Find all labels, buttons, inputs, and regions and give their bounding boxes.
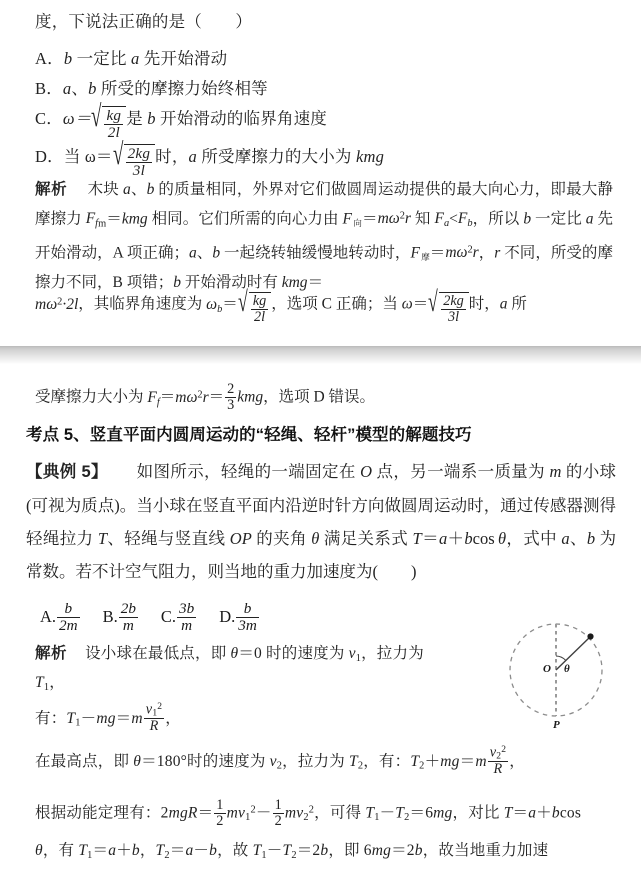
example-option-b-den: m <box>122 616 134 634</box>
radical-sign-icon: √ <box>112 137 124 172</box>
option-c-den: 2l <box>107 123 120 141</box>
example-solution-line-2: $T_1$， <box>35 674 65 693</box>
example-option-a-num: b <box>57 601 80 618</box>
example-solution-line-4: 在最高点，即 θ＝180°时的速度为 $v_2$，拉力为 $T_2$，有：$T_2+mg=m$ $\frac{v_2^2}{R}$ ， <box>35 744 525 778</box>
option-a <box>35 45 227 69</box>
example-solution-line-5: 根据动能定理有：2mgR＝ $\frac{1}{2}$ $mv_1^2-$ $\frac{1}{2}$ $mv_2^2$，可得 $T_1-T_2=6mg$，对比 T＝a＋bcos <box>35 797 582 829</box>
option-c <box>35 99 328 141</box>
option-a-key: A． <box>35 49 64 68</box>
sqrt-kg-over-2l <box>91 99 126 141</box>
option-b <box>35 75 268 99</box>
example-option-c-num: 3b <box>179 600 195 617</box>
option-d-den: 3l <box>132 161 145 179</box>
example-option-c <box>161 601 197 633</box>
example-option-d <box>219 601 260 633</box>
option-d-key: D． <box>35 147 64 166</box>
option-c-tail: 开始滑动的临界角速度 <box>155 109 328 128</box>
radical-sign-icon: √ <box>237 286 248 319</box>
question-stem-tail: 度，下说法正确的是（ ） <box>35 12 253 31</box>
option-c-mid: 是 <box>126 109 148 128</box>
option-d-mid: 时， <box>155 147 189 166</box>
sqrt-2kg-over-3l-2: √ $\frac{2kg}{3l}$ <box>428 292 469 324</box>
center-label-o: O <box>543 663 551 675</box>
example-label: 【典例 5】 <box>26 463 108 481</box>
example-options-row <box>40 601 282 633</box>
page-separator <box>0 345 641 364</box>
option-b-var-b: b <box>88 79 97 98</box>
example-option-b <box>103 601 139 633</box>
example-option-d-num: b <box>236 601 259 618</box>
example-solution-text-1: 设小球在最低点，即 θ＝0 时的速度为 $v_1$，拉力为 <box>85 645 424 664</box>
option-d-tail-italic: kmg <box>355 147 385 166</box>
example-option-c-den: m <box>181 616 193 634</box>
option-b-var-a: a <box>62 79 72 98</box>
radical-sign-icon: √ <box>428 286 438 319</box>
option-c-lead: ω＝ <box>62 109 92 128</box>
example-option-a-den: 2m <box>59 616 78 634</box>
option-d-num: 2kg <box>127 145 151 163</box>
example-option-b-num: 2b <box>120 600 136 617</box>
angle-arc <box>556 656 566 660</box>
sqrt-kg-over-2l-2: √ $\frac{kg}{2l}$ <box>238 292 271 324</box>
option-d-var-a: a <box>188 147 197 166</box>
option-c-key: C． <box>35 109 63 128</box>
example-block: 【典例 5】 如图所示，轻绳的一端固定在 O 点，另一端系一质量为 m 的小球(可视为质点)。当小球在竖直平面内沿逆时针方向做圆周运动时，通过传感器测得轻绳拉力 T、轻绳与竖直线 OP 的夹角 θ 满足关系式 T＝a＋bcos θ，式中 a、b 为常数。若不计空气阻力，则当地的重力加速度为( ) <box>26 462 617 581</box>
example-option-a-key: A. <box>40 606 57 626</box>
question-solution-continued: 受摩擦力大小为 $F_f=m\omega^2r=$ $\frac{2}{3}$ kmg，选项 D 错误。 <box>35 381 376 414</box>
ball-dot <box>587 633 593 639</box>
question-solution-block: 解析 木块 a、b 的质量相同，外界对它们做圆周运动提供的最大向心力，即最大静摩擦力 $F_{fm}=kmg$ 相同。它们所需的向心力由 F $_向=m\omega^2r$ 知 $F_a<F_b$，所以 b 一定比 a 先开始滑动，A 项正确；a、b 一起绕转轴缓慢地转动时，F $_摩=m\omega^2r$，r 不同，所受的摩擦力不同，B 项错；b 开始滑动时有 kmg＝ <box>35 181 613 292</box>
option-d-lead: 当 ω＝ <box>63 147 113 166</box>
example-solution-line-6: θ，有 $T_1=a+b$，$T_2=a-b$，故 $T_1-T_2=2b$，即 6mg＝2b，故当地重力加速 <box>35 842 549 861</box>
example-solution-line-3: 有：$T_1-mg=m$ $\frac{v_1^2}{R}$ ， <box>35 701 181 735</box>
option-c-var-b: b <box>147 109 156 128</box>
example-solution-line-1 <box>35 641 424 664</box>
example-option-d-key: D. <box>219 606 236 626</box>
example-option-c-key: C. <box>160 606 177 626</box>
example-solution-label: 解析 <box>35 645 68 662</box>
option-a-mid: 一定比 <box>72 49 132 68</box>
option-c-num: kg <box>106 107 122 125</box>
option-d-tail: 所受摩擦力的大小为 <box>197 147 356 166</box>
option-b-tail: 所受的摩擦力始终相等 <box>96 79 268 98</box>
question-solution-line-5: $m\omega^2\cdot 2l$，其临界角速度为 $\omega_b=$ √ $\frac{kg}{2l}$ ，选项 C 正确；当 ω＝ √ $\frac{2kg}{3l}$ 时，a 所 <box>35 286 527 325</box>
option-a-tail: 先开始滑动 <box>139 49 228 68</box>
option-a-var-b: b <box>63 49 73 68</box>
rope-line <box>556 637 590 670</box>
option-b-key: B． <box>35 79 63 98</box>
circular-motion-diagram <box>498 608 623 738</box>
angle-label-theta: θ <box>564 663 570 675</box>
radical-sign-icon: √ <box>91 99 102 134</box>
bottom-label-p: P <box>553 719 560 731</box>
section-heading: 考点 5、竖直平面内圆周运动的“轻绳、轻杆”模型的解题技巧 <box>26 426 472 444</box>
example-option-a <box>40 601 81 633</box>
diagram-svg <box>498 608 623 738</box>
solution-label: 解析 <box>35 181 68 198</box>
example-option-b-key: B. <box>102 606 118 626</box>
option-b-sep: 、 <box>71 79 89 98</box>
sqrt-2kg-over-3l <box>112 137 156 179</box>
example-option-d-den: 3m <box>238 616 257 634</box>
option-a-var-a: a <box>131 49 140 68</box>
option-d <box>35 137 385 179</box>
